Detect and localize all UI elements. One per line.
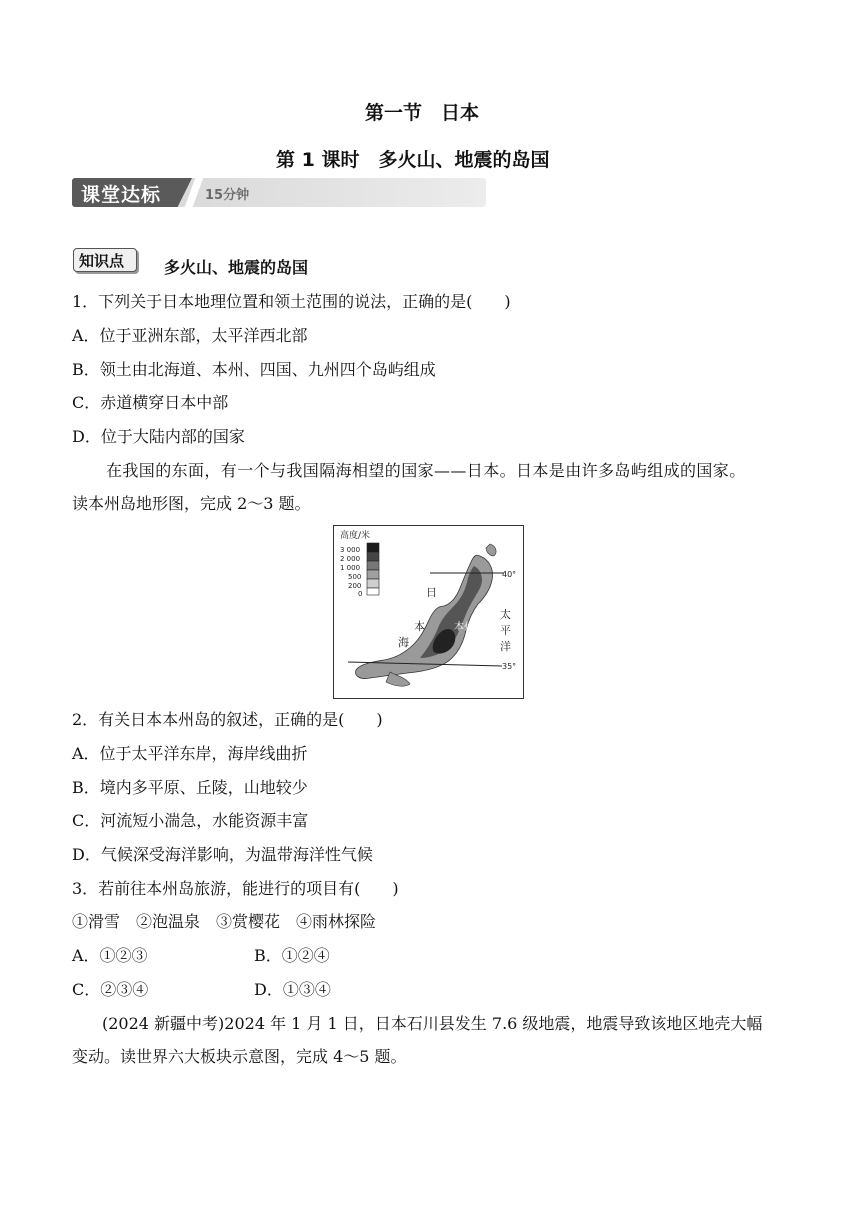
sea-label-1: 日: [426, 586, 437, 599]
passage2-line2: 变动。读世界六大板块示意图，完成 4～5 题。: [72, 1047, 407, 1066]
lesson-title: 第 1 课时 多火山、地震的岛国: [276, 149, 550, 171]
q3-option-c: C．②③④: [72, 980, 149, 999]
latitude-label-40: 40°: [502, 570, 517, 579]
q1-option-c: C．赤道横穿日本中部: [72, 393, 229, 412]
legend-swatch-1000: [367, 561, 379, 570]
legend-swatch-2000: [367, 552, 379, 561]
q2-option-a: A．位于太平洋东岸，海岸线曲折: [72, 744, 308, 763]
q2-option-d: D．气候深受海洋影响，为温带海洋性气候: [72, 845, 373, 864]
legend-value-1000: 1 000: [340, 564, 361, 572]
banner-time: 15分钟: [205, 188, 250, 203]
knowledge-point-badge-label: 知识点: [79, 252, 125, 270]
legend-swatch-500: [367, 570, 379, 579]
knowledge-point-title: 多火山、地震的岛国: [164, 258, 309, 277]
passage1-line1: 在我国的东面，有一个与我国隔海相望的国家——日本。日本是由许多岛屿组成的国家。: [106, 461, 746, 480]
q3-option-d: D．①③④: [254, 980, 331, 999]
ocean-label-3: 洋: [500, 640, 511, 653]
island-label: 本州: [454, 622, 474, 633]
passage1-line2: 读本州岛地形图，完成 2～3 题。: [72, 494, 311, 513]
legend-title: 高度/米: [340, 531, 371, 541]
class-practice-banner: [72, 178, 486, 207]
q1-stem: 1．下列关于日本地理位置和领土范围的说法，正确的是( ): [72, 292, 511, 311]
ocean-label-2: 平: [500, 624, 511, 637]
legend-swatch-3000: [367, 543, 379, 552]
q3-stem: 3．若前往本州岛旅游，能进行的项目有( ): [72, 879, 399, 898]
passage2-line1: (2024 新疆中考)2024 年 1 月 1 日，日本石川县发生 7.6 级地震，地震导致该地区地壳大幅: [102, 1014, 763, 1033]
q2-stem: 2．有关日本本州岛的叙述，正确的是( ): [72, 710, 383, 729]
sea-label-2: 本: [414, 620, 425, 633]
map-drawing: [334, 526, 523, 698]
q3-option-a: A．①②③: [72, 946, 148, 965]
q2-option-c: C．河流短小湍急，水能资源丰富: [72, 811, 309, 830]
legend-value-200: 200: [348, 582, 362, 590]
sea-label-3: 海: [398, 636, 409, 649]
q3-items: ①滑雪 ②泡温泉 ③赏樱花 ④雨林探险: [72, 912, 377, 931]
q3-option-b: B．①②④: [254, 946, 330, 965]
legend-value-500: 500: [348, 573, 362, 581]
honshu-terrain-map: [333, 525, 524, 699]
hokkaido-tip: [486, 544, 496, 556]
q1-option-b: B．领土由北海道、本州、四国、九州四个岛屿组成: [72, 360, 436, 379]
legend-value-0: 0: [358, 590, 363, 598]
latitude-label-35: 35°: [502, 662, 517, 671]
q2-option-b: B．境内多平原、丘陵，山地较少: [72, 778, 308, 797]
q1-option-d: D．位于大陆内部的国家: [72, 427, 245, 446]
banner-label: 课堂达标: [81, 184, 162, 206]
knowledge-point-badge: [73, 248, 137, 272]
q1-option-a: A．位于亚洲东部，太平洋西北部: [72, 326, 308, 345]
legend-swatch-0: [367, 588, 379, 595]
legend-value-3000: 3 000: [340, 546, 361, 554]
legend-swatch-200: [367, 579, 379, 588]
section-title: 第一节 日本: [365, 102, 480, 124]
ocean-label-1: 太: [500, 608, 511, 621]
legend-value-2000: 2 000: [340, 555, 361, 563]
